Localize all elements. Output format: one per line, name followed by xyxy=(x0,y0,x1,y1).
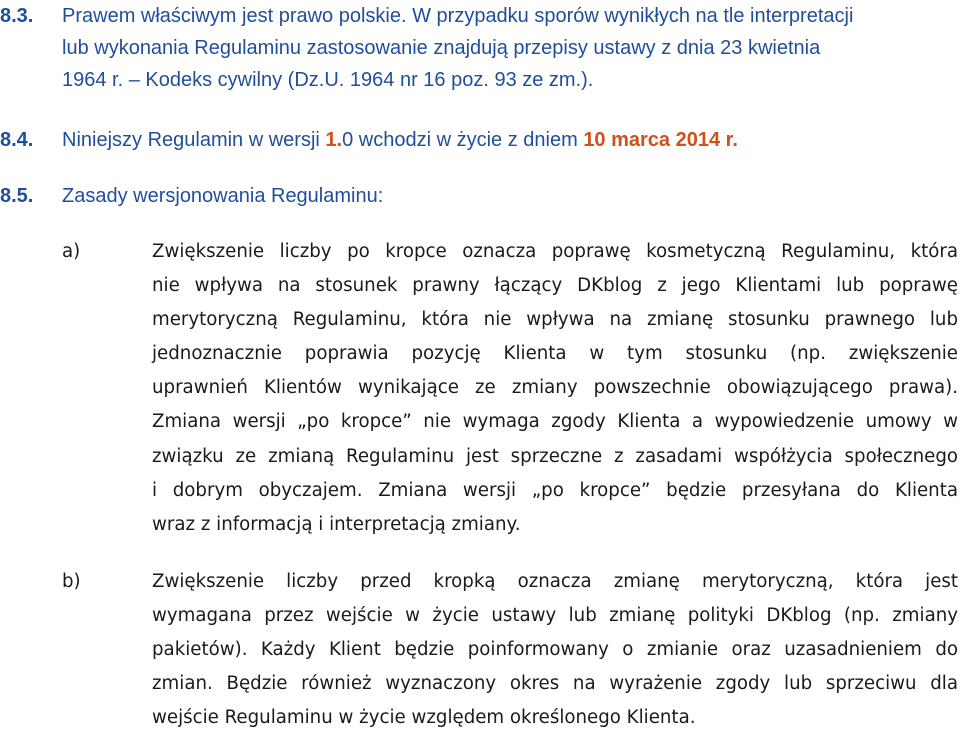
effective-date: 10 marca 2014 r. xyxy=(583,129,738,151)
list-line: Zwiększenie liczby przed kropką oznacza zmianę merytoryczną, która jest xyxy=(152,571,958,592)
clause-text xyxy=(62,124,957,156)
list-line: Zmiana wersji „po kropce” nie wymaga zgody Klienta a wypowiedzenie umowy w xyxy=(152,411,958,433)
list-marker: a) xyxy=(62,241,81,262)
list-line: uprawnień Klientów wynikające ze zmiany powszechnie obowiązującego prawa). xyxy=(152,377,958,399)
clause-text xyxy=(62,0,957,96)
list-line: pakietów). Każdy Klient będzie poinformowany o zmianie oraz uzasadnieniem do xyxy=(152,639,958,661)
clause-text xyxy=(62,180,957,212)
list-line: związku ze zmianą Regulaminu jest sprzeczne z zasadami współżycia społecznego xyxy=(152,445,958,467)
list-line: nie wpływa na stosunek prawny łączący DKblog z jego Klientami lub poprawę xyxy=(152,275,958,297)
list-line: zmian. Będzie również wyznaczony okres na wyrażenie zgody lub sprzeciwu dla xyxy=(152,673,958,695)
list-line: wymagana przez wejście w życie ustawy lub zmianę polityki DKblog (np. zmiany xyxy=(152,605,958,627)
clause-text-middle: wchodzi w życie z dniem xyxy=(353,129,584,151)
list-line: i dobrym obyczajem. Zmiana wersji „po kropce” będzie przesyłana do Klienta xyxy=(152,479,958,501)
clause-number: 8.4. xyxy=(0,129,34,151)
clause-number: 8.3. xyxy=(0,5,34,27)
list-line: wraz z informacją i interpretacją zmiany. xyxy=(152,513,521,535)
clause-number: 8.5. xyxy=(0,185,34,207)
list-item-body xyxy=(152,235,958,542)
list-marker: b) xyxy=(62,571,81,592)
list-line: wejście Regulaminu w życie względem określonego Klienta. xyxy=(152,707,696,729)
list-line: Zwiększenie liczby po kropce oznacza poprawę kosmetyczną Regulaminu, która xyxy=(152,241,958,262)
clause-text-before: Niniejszy Regulamin w wersji xyxy=(62,129,326,151)
list-line: merytoryczną Regulaminu, która nie wpływa na zmianę stosunku prawnego lub xyxy=(152,309,958,331)
clause-line: Prawem właściwym jest prawo polskie. W przypadku sporów wynikłych na tle interpretacji xyxy=(62,5,854,27)
list-line: jednoznacznie poprawia pozycję Klienta w tym stosunku (np. zwiększenie xyxy=(152,343,958,365)
clause-line: 1964 r. – Kodeks cywilny (Dz.U. 1964 nr 16 poz. 93 ze zm.). xyxy=(62,69,594,91)
clause-heading: Zasady wersjonowania Regulaminu: xyxy=(62,185,384,207)
clause-line: lub wykonania Regulaminu zastosowanie znajdują przepisy ustawy z dnia 23 kwietnia xyxy=(62,37,821,59)
list-item-body xyxy=(152,565,958,735)
version-major: 1. xyxy=(325,129,343,151)
version-minor: 0 xyxy=(342,129,354,151)
